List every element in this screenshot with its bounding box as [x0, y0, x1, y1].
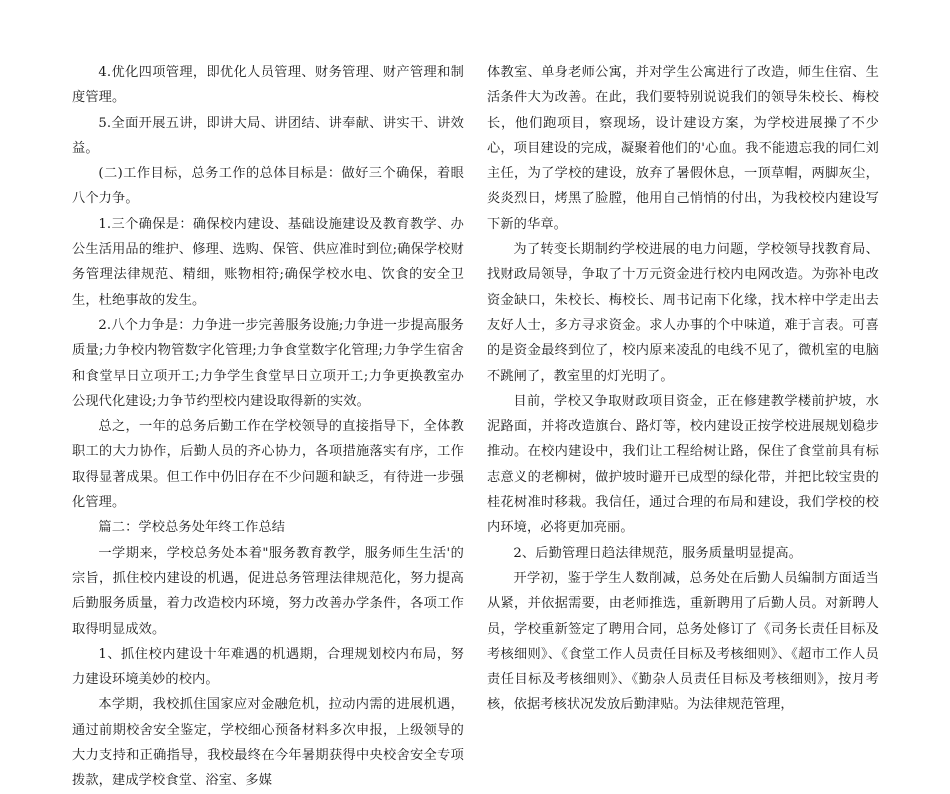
paragraph: 篇二：学校总务处年终工作总结 — [98, 520, 286, 536]
paragraph: 5.全面开展五讲，即讲大局、讲团结、讲奉献、讲实干、讲效益。 — [72, 115, 464, 156]
paragraph: 目前，学校又争取财政项目资金，正在修建教学楼前护坡，水泥路面，并将改造旗台、路灯等，校内建设正按学校进展规划稳步推动。在校内建设中，我们让工程给树让路，保住了食堂前具有标志意义的老柳树，做护坡时避开已成型的绿化带，并把比较宝贵的桂花树准时移栽。我信任，通过合理的布局和建设，我们学校的校内环境，必将更加亮丽。 — [487, 393, 879, 536]
paragraph: 4.优化四项管理，即优化人员管理、财务管理、财产管理和制度管理。 — [72, 65, 464, 106]
paragraph: 体教室、单身老师公寓，并对学生公寓进行了改造，师生住宿、生活条件大为改善。在此，我们要特别说说我们的领导朱校长、梅校长，他们跑项目，察现场，设计建设方案，为学校进展操了不少心，项目建设的完成，凝聚着他们的'心血。我不能遗忘我的同仁刘主任，为了学校的建设，放弃了暑假休息，一顶草帽，两脚灰尘，炎炎烈日，烤黑了脸膛，他用自己悄悄的付出，为我校校内建设写下新的华章。 — [487, 65, 879, 232]
paragraph: 总之，一年的总务后勤工作在学校领导的直接指导下，全体教职工的大力协作，后勤人员的齐心协力，各项措施落实有序，工作取得显著成果。但工作中仍旧存在不少问题和缺乏，有待进一步强化管理。 — [72, 419, 464, 511]
paragraph: 1、抓住校内建设十年难遇的机遇期，合理规划校内布局，努力建设环境美妙的校内。 — [72, 646, 464, 688]
paragraph: 一学期来，学校总务处本着"服务教育教学，服务师生生活'的宗旨，抓住校内建设的机遇，促进总务管理法律规范化，努力提高后勤服务质量，着力改造校内环境，努力改善办学条件，各项工作取得明显成效。 — [72, 545, 464, 637]
paragraph: 为了转变长期制约学校进展的电力问题，学校领导找教育局、找财政局领导，争取了十万元资金进行校内电网改造。为弥补电改资金缺口，朱校长、梅校长、周书记南下化缘，找木梓中学走出去友好人士，多方寻求资金。求人办事的个中味道，难于言表。可喜的是资金最终到位了，校内原来凌乱的电线不见了，微机室的电脑不跳闸了，教室里的灯光明了。 — [487, 242, 879, 384]
paragraph: (二)工作目标，总务工作的总体目标是：做好三个确保，着眼八个力争。 — [72, 166, 464, 207]
paragraph: 开学初，鉴于学生人数削减，总务处在后勤人员编制方面适当从紧，并依据需要，由老师推选，重新聘用了后勤人员。对新聘人员，学校重新签定了聘用合同，总务处修订了《司务长责任目标及考核细则》、《食堂工作人员责任目标及考核细则》、《超市工作人员责任目标及考核细则》、《勤杂人员责任目标及考核细则》，按月考核，依据考核状况发放后勤津贴。为法律规范管理， — [487, 570, 879, 713]
paragraph: 2、后勤管理日趋法律规范，服务质量明显提高。 — [513, 545, 803, 561]
paragraph: 1.三个确保是：确保校内建设、基础设施建设及教育教学、办公生活用品的维护、修理、选购、保管、供应准时到位;确保学校财务管理法律规范、精细，账物相符;确保学校水电、饮食的安全卫生，杜绝事故的发生。 — [72, 216, 464, 308]
paragraph: 2.八个力争是：力争进一步完善服务设施;力争进一步提高服务质量;力争校内物管数字化管理;力争食堂数字化管理;力争学生宿舍和食堂早日立项开工;力争学生食堂早日立项开工;力争更换教室办公现代化建设;力争节约型校内建设取得新的实效。 — [72, 317, 464, 409]
left-column — [72, 60, 464, 794]
right-column — [487, 60, 879, 718]
paragraph: 本学期，我校抓住国家应对金融危机，拉动内需的进展机遇，通过前期校舍安全鉴定，学校细心预备材料多次申报，上级领导的大力支持和正确指导，我校最终在今年暑期获得中央校舍安全专项拨款，建成学校食堂、浴室、多媒 — [72, 697, 464, 789]
